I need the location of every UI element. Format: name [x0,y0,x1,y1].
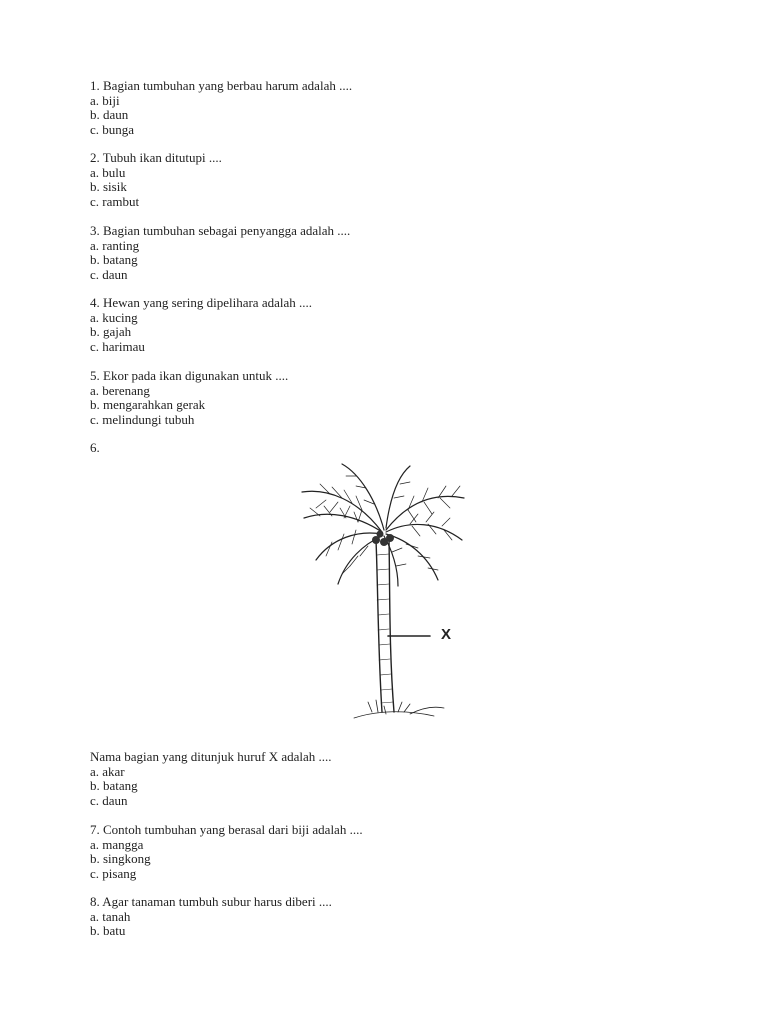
option-c: c. daun [90,792,128,808]
option-a: a. akar [90,763,125,779]
option-b: b. sisik [90,179,127,195]
question-text: 7. Contoh tumbuhan yang berasal dari biji adalah .... [90,822,363,837]
option-b: b. batang [90,778,138,794]
question-text: Nama bagian yang ditunjuk huruf X adalah .... [90,749,332,764]
option-c: c. daun [90,266,128,282]
question-text: 1. Bagian tumbuhan yang berbau harum adalah .... [90,78,353,93]
option-c: c. harimau [90,338,145,354]
option-c: c. melindungi tubuh [90,411,195,427]
option-a: a. mangga [90,836,144,852]
option-b: b. gajah [90,324,132,340]
option-a: a. tanah [90,908,131,924]
palm-tree-icon [298,460,470,730]
question-number: 6. [90,440,100,455]
question-6-number [90,441,100,456]
option-b: b. batang [90,252,138,268]
option-a: a. ranting [90,237,140,253]
palm-tree-figure [298,460,470,730]
question-text: 3. Bagian tumbuhan sebagai penyangga adalah .... [90,223,351,238]
option-a: a. kucing [90,309,138,325]
question-text: 2. Tubuh ikan ditutupi .... [90,150,222,165]
question-5 [90,369,288,427]
option-c: c. bunga [90,121,135,137]
question-4 [90,296,312,354]
option-b: b. mengarahkan gerak [90,397,206,413]
question-text: 4. Hewan yang sering dipelihara adalah .... [90,295,313,310]
figure-label-x: X [441,626,452,643]
option-a: a. biji [90,92,120,108]
question-1 [90,79,352,137]
question-3 [90,224,350,282]
option-c: c. rambut [90,193,140,209]
option-b: b. singkong [90,851,151,867]
question-6 [90,750,332,808]
option-b: b. daun [90,107,129,123]
question-2 [90,151,222,209]
question-7 [90,823,363,881]
question-8 [90,895,332,939]
option-a: a. berenang [90,382,150,398]
option-a: a. bulu [90,164,126,180]
option-b: b. batu [90,923,126,939]
question-text: 5. Ekor pada ikan digunakan untuk .... [90,368,289,383]
option-c: c. pisang [90,865,137,881]
question-text: 8. Agar tanaman tumbuh subur harus diberi .... [90,894,332,909]
